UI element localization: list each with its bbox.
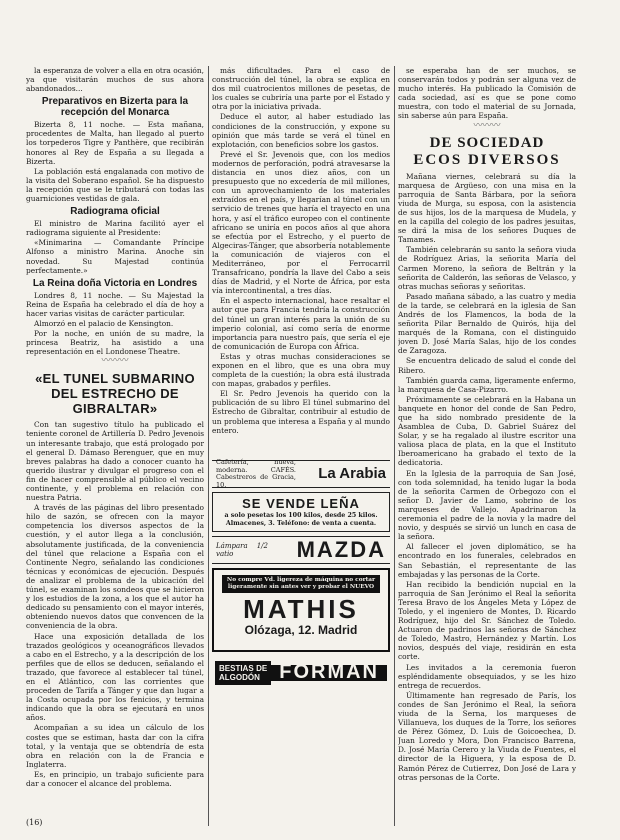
section-divider: 〰〰〰 (101, 356, 129, 367)
paragraph: Almorzó en el palacio de Kensington. (34, 318, 174, 328)
column-2 (212, 66, 390, 832)
paragraph: Es, en principio, un trabajo suficiente para dar a conocer el alcance del problema. (26, 769, 204, 788)
paragraph: Hace una exposición detallada de los trazados geológicos y oceanográficos llevados a cabo en el Estrecho, y a la descripción de los perfiles que de ellos se deducen, señalando el trazado, que favorece al establecer tal túnel, en el Atlántico, con las corrientes que proceden de Tarifa a Tánger y que dan lugar a la Costa ocupada por los fenicios, y termina indicando que la obra se ejecutará en unos años. (26, 631, 204, 723)
ad-mathis-tagline: No compre Vd. ligereza de máquina no cortar ligeramente sin antes ver y probar el NUEVO (222, 575, 380, 593)
column-rule (394, 66, 395, 826)
article-continuation (212, 66, 390, 456)
ad-forman-label: BESTIAS DE ALGODÓN (215, 661, 271, 685)
heading-bizerta: Preparativos en Bizerta para la recepción del Monarca (41, 96, 189, 119)
heading-radiograma: Radiograma oficial (70, 206, 160, 218)
paragraph: se esperaba han de ser muchos, se conservarán todos y podrán ser alguna vez de mucho interés. Ha publicado la Comisión de cada sociedad, así es que se pone como muestra, con todo el material de su Jornada, sin saberse aún para España. (398, 66, 576, 121)
paragraph: En la Iglesia de la parroquia de San José, con toda solemnidad, ha tenido lugar la boda de la señorita Carmen de Orbegozo con el señor D. Javier de Lamo, sobrino de los marqueses de Vallejo. Apadrinaron la ceremonia el padre de la novia y la madre del novio, y después se sirvió un lunch en casa de la señora. (398, 468, 576, 542)
column-1 (26, 66, 204, 832)
page-number: (16) (26, 818, 43, 827)
paragraph: Al fallecer el joven diplomático, se ha encontrado en los funerales, celebrados en San Sebastián, el representante de las embajadas y las personas de la Corte. (398, 542, 576, 579)
article-intro-text: la esperanza de volver a ella en otra ocasión, ya que visitarán muchos de sus ahora abandonados... (26, 66, 204, 94)
heading-tunel-submarino: «EL TUNEL SUBMARINO DEL ESTRECHO DE GIBRALTAR» (35, 371, 195, 417)
ad-arabia-text: Cafetería, nueva, moderna. CAFÉS. Cabestreros de Gracia, 10. (216, 458, 296, 489)
paragraph: Pasado mañana sábado, a las cuatro y media de la tarde, se celebrará en la iglesia de San Andrés de los Flamencos, la boda de la señorita Pilar Bernaldo de Quirós, hija del marqués de la Romana, con el distinguido joven D. José María Salas, hijo de los condes de Zaragoza. (398, 291, 576, 356)
ad-forman-brand: FORMAN (271, 665, 387, 680)
newspaper-page (26, 66, 588, 832)
ad-lena-detail: a solo pesetas los 100 kilos, desde 25 kilos. Almacenes, 3. Teléfono: de venta a cuenta. (224, 512, 378, 527)
paragraph: El Sr. Pedro Jevenois ha querido con la publicación de su libro El túnel submarino del Estrecho de Gibraltar, contribuir al estudio de un problema que interesa a España y al mundo entero. (212, 389, 390, 435)
paragraph: La población está engalanada con motivo de la visita del Soberano español. Se ha dispuesto la recepción que se le tributará con todas las guarniciones vestidas de gala. (26, 166, 204, 204)
paragraph: Próximamente se celebrará en la Habana un banquete en honor del conde de San Pedro, que ha sido nombrado presidente de la Asamblea de Cuba, D. Gabriel Suárez del Solar, y se ha regalado al ilustre escritor una valiosa placa de plata, en la que el Instituto Iberoamericano ha grabado el texto de la dedicatoria. (398, 394, 576, 468)
paragraph: El ministro de Marina facilitó ayer el radiograma siguiente al Presidente: (26, 219, 204, 238)
paragraph: más dificultades. Para el caso de construcción del túnel, la obra se explica en dos mil cuatrocientos millones de pesetas, de los cuales se cubriría una parte por el Estado y otra por la iniciativa privada. (212, 66, 390, 112)
ad-mazda (212, 536, 390, 564)
paragraph: En el aspecto internacional, hace resaltar el autor que para Francia tendría la construcción del túnel un gran interés para la unión de su imperio colonial, así como sería de enorme importancia para nuestro país, que sería el eje de comunicación de Europa con África. (212, 296, 390, 351)
paragraph: Mañana viernes, celebrará su día la marquesa de Argüeso, con una misa en la parroquia de Santa Bárbara, por la señora viuda de Murga, su esposa, con la asistencia de sus hijos, los de la marquesa de Mudela, y en la capilla del colegio de los padres jesuitas, se dirá la misa de los señores Duques de Tamames. (398, 171, 576, 245)
paragraph: A través de las páginas del libro presentado hilo de sazón, se ofrecen con la mayor competencia los diversos aspectos de la cuestión, y el autor llega a la conclusión, absolutamente justificada, de la conveniencia del túnel que relacione a España con el Continente Negro, señalando las condiciones técnicas y económicas de ejecución. Después de analizar el problema de la ubicación del túnel, se examinan los sondeos que se hicieron y los estudios de la zona, a los que el autor ha dedicado su pensamiento con el mayor interés, obteniendo nuevos datos que convencen de la conveniencia de la obra. (26, 503, 204, 631)
ad-mathis-address: Olózaga, 12. Madrid (244, 623, 358, 637)
ad-se-vende-lena (212, 492, 390, 532)
heading-reina: La Reina doña Victoria en Londres (32, 277, 198, 289)
paragraph: Bizerta 8, 11 noche. — Esta mañana, procedentes de Malta, han llegado al puerto los torpederos Tigre y Panthère, que recibirán honores al Rey de España a su llegada a Bizerta. (26, 120, 204, 166)
paragraph: Londres 8, 11 noche. — Su Majestad la Reina de España ha celebrado el día de hoy a hacer varias visitas de carácter particular. (26, 290, 204, 318)
ad-mazda-lamp: Lámpara 1/2 vatio (216, 542, 268, 558)
ad-mazda-brand: MAZDA (296, 537, 386, 563)
ad-lena-headline: SE VENDE LEÑA (242, 496, 360, 511)
ad-mathis-brand: MATHIS (243, 594, 359, 624)
paragraph: También guarda cama, ligeramente enfermo, la marquesa de Casa-Pizarro. (398, 375, 576, 394)
paragraph: «Minimarina — Comandante Príncipe Alfonso a ministro Marina. Anoche sin novedad. Su Majestad continúa perfectamente.» (26, 238, 204, 275)
paragraph: Les invitados a la ceremonia fueron espléndidamente obsequiados, y se les hizo entrega de recuerdos. (398, 662, 576, 690)
paragraph: Prevé el Sr. Jevenois que, con los medios modernos de perforación, podrá atravesarse la distancia en unos diez años, con un presupuesto que no excedería de mil millones, con un aprovechamiento de los materiales extraídos en el país, y llegarían al túnel con un servicio de trenes que haría el trayecto en una hora, y así el tráfico europeo con el continente africano se uniría en pocos años al que ahora se efectúa por el Estrecho, y el puerto de Algeciras-Tánger, que absorbería notablemente la comunicación de viajeros con el Mediterráneo, por el Ferrocarril Transafricano, pondría la llave del Cabo a seis días de Madrid, y el Norte de África, por esta vía intercontinental, a tres días. (212, 149, 390, 296)
section-divider: 〰〰〰 (473, 120, 501, 131)
column-rule (208, 66, 209, 826)
ad-forman (212, 656, 390, 690)
ad-arabia-brand: La Arabia (318, 465, 386, 483)
paragraph: También celebrarán su santo la señora viuda de Rodríguez Arias, la señorita María del Carmen Moreno, la señora de Beltrán y la señorita de Calderón, las señoras de Velasco, y otras muchas señoras y señoritas. (398, 245, 576, 291)
paragraph: Acompañan a su idea un cálculo de los costes que se estiman, hasta dar con la cifra total, y la ventaja que se obtendría de esta obra en relación con la de Francia e Inglaterra. (26, 723, 204, 769)
column-3 (398, 66, 576, 832)
paragraph: Estas y otras muchas consideraciones se exponen en el libro, que es una obra muy completa de la cuestión; la obra está ilustrada con mapas, grabados y perfiles. (212, 351, 390, 389)
paragraph: Han recibido la bendición nupcial en la parroquia de San Jerónimo el Real la señorita Teresa Bravo de los Ángeles Meta y López de Toledo, y el ingeniero de Montes, D. Ricardo Rodríguez, hijo del Sr. Sánchez de Toledo. Actuaron de padrinos las señoras de Sánchez de Toledo, Mastro, Hernández y Martín. Los novios, después del viaje, residirán en esta corte. (398, 579, 576, 662)
heading-de-sociedad: DE SOCIEDAD (429, 134, 545, 151)
heading-ecos-diversos: ECOS DIVERSOS (413, 151, 561, 168)
paragraph: Con tan sugestivo título ha publicado el teniente coronel de Artillería D. Pedro Jevenois un interesante trabajo, que está prologado por el general D. Dámaso Berenguer, que en muy breves palabras ha dado a conocer cuanto ha querido ilustrar y divulgar el progreso con el fin de hacer comprensible al público el vecino continente, y el problema en relación con nuestra Patria. (26, 420, 204, 503)
paragraph: Últimamente han regresado de París, los condes de San Jerónimo el Real, la señora viuda de la Serna, los marqueses de Villanueva, los duques de la Torre, los señores de Pérez Gómez, D. Luis de Goicoechea, D. Juan Loredo y Mora, Don Francisco Barrena, D. José María Cerero y la Viuda de Fuentes, el director de la Higuera, y la esposa de D. Ramón Pérez de Cutierrez, Don José de Lara y otras personas de la Corte. (398, 690, 576, 782)
paragraph: Deduce el autor, al haber estudiado las condiciones de la construcción, y expone su opinión que más tarde se verá el túnel en explotación, con beneficios sobre los gastos. (212, 112, 390, 149)
ad-la-arabia (212, 460, 390, 488)
paragraph: Por la noche, en unión de su madre, la princesa Beatriz, ha asistido a una representación en el Londonese Theatre. (26, 329, 204, 357)
ad-mathis (212, 568, 390, 652)
paragraph: Se encuentra delicado de salud el conde del Ribero. (398, 356, 576, 375)
